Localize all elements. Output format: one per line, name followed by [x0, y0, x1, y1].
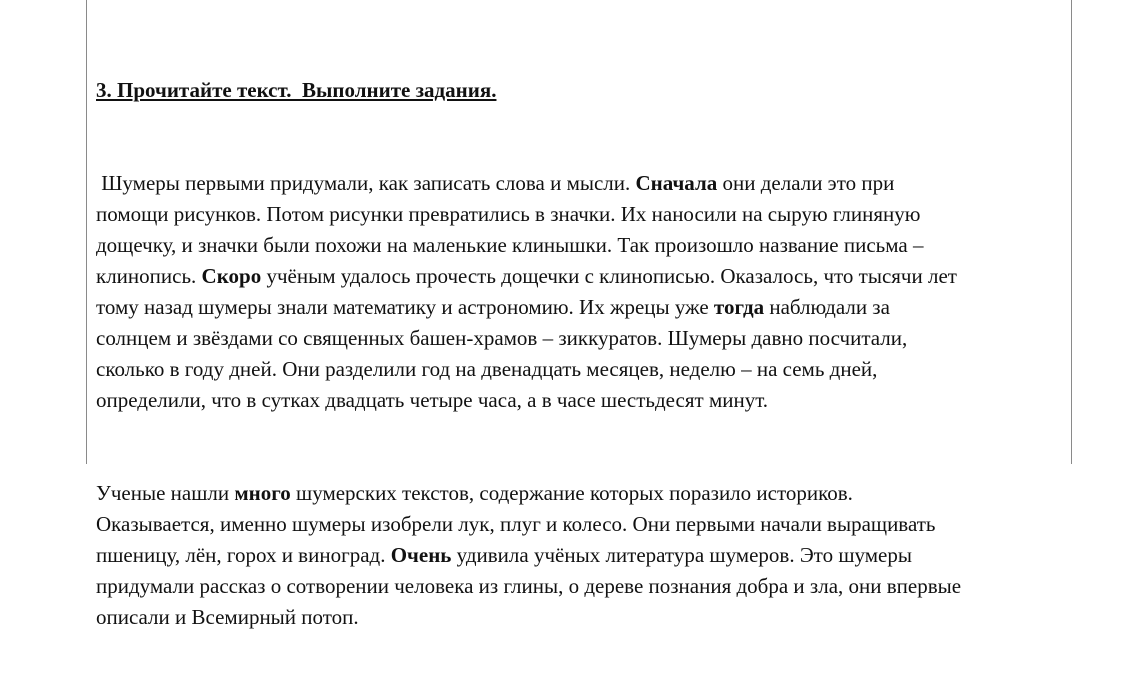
text-run: определили, что в сутках двадцать четыре часа, а в часе шестьдесят минут.	[96, 388, 769, 412]
emphasized-word: Очень	[390, 543, 452, 567]
text-run: тому назад шумеры знали математику и астрономию. Их жрецы уже	[96, 295, 714, 319]
task-title: 3. Прочитайте текст. Выполните задания.	[96, 78, 497, 102]
emphasized-word: Скоро	[201, 264, 262, 288]
emphasized-word: Сначала	[635, 171, 718, 195]
text-run: сколько в году дней. Они разделили год на двенадцать месяцев, неделю – на семь дней,	[96, 357, 878, 381]
left-border-line	[86, 0, 87, 464]
text-run: пшеницу, лён, горох и виноград.	[96, 543, 391, 567]
text-line	[96, 261, 1058, 292]
text-line	[96, 571, 1058, 602]
right-border-line	[1071, 0, 1072, 464]
text-run: дощечку, и значки были похожи на маленькие клинышки. Так произошло название письма –	[96, 233, 924, 257]
text-run: клинопись.	[96, 264, 202, 288]
text-run: придумали рассказ о сотворении человека из глины, о дереве познания добра и зла, они впервые	[96, 574, 962, 598]
text-line	[96, 230, 1058, 261]
text-line	[96, 478, 1058, 509]
text-line	[96, 602, 1058, 633]
text-line	[96, 168, 1058, 199]
paragraph-1	[96, 168, 1058, 416]
text-line	[96, 509, 1058, 540]
paragraph-2	[96, 478, 1058, 633]
text-run: Шумеры первыми придумали, как записать слова и мысли.	[96, 171, 636, 195]
text-run: Ученые нашли	[96, 481, 235, 505]
text-run: Оказывается, именно шумеры изобрели лук, плуг и колесо. Они первыми начали выращивать	[96, 512, 936, 536]
text-run: описали и Всемирный потоп.	[96, 605, 359, 629]
text-run: солнцем и звёздами со священных башен-храмов – зиккуратов. Шумеры давно посчитали,	[96, 326, 908, 350]
text-line	[96, 354, 1058, 385]
emphasized-word: много	[234, 481, 291, 505]
text-line	[96, 385, 1058, 416]
text-run: шумерских текстов, содержание которых поразило историков.	[290, 481, 853, 505]
text-run: учёным удалось прочесть дощечки с клинописью. Оказалось, что тысячи лет	[261, 264, 957, 288]
text-line	[96, 540, 1058, 571]
text-run: наблюдали за	[764, 295, 890, 319]
document-content	[96, 13, 1058, 695]
text-line	[96, 323, 1058, 354]
text-run: удивила учёных литература шумеров. Это шумеры	[451, 543, 912, 567]
text-line	[96, 199, 1058, 230]
text-run: помощи рисунков. Потом рисунки превратились в значки. Их наносили на сырую глиняную	[96, 202, 921, 226]
text-run: они делали это при	[717, 171, 895, 195]
emphasized-word: тогда	[713, 295, 765, 319]
text-line	[96, 292, 1058, 323]
